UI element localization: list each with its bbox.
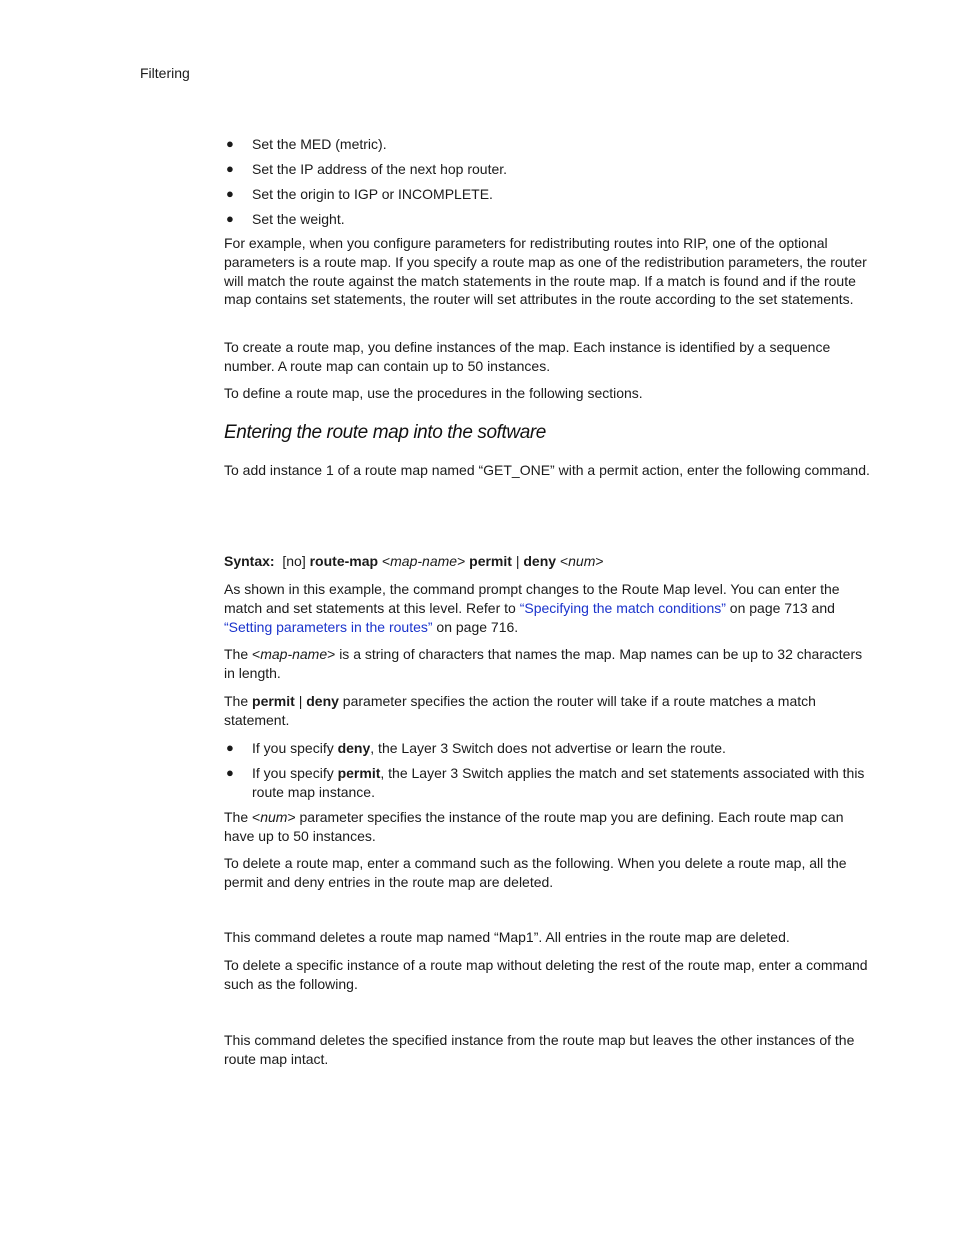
paragraph-create-route-map: To create a route map, you define instances of the map. Each instance is identified by a sequence number. A route map can contain up to 50 instances.	[224, 339, 831, 374]
paragraph-add-instance: To add instance 1 of a route map named “GET_ONE” with a permit action, enter the following command.	[224, 462, 870, 478]
paragraph-map-name: The <map-name> is a string of characters that names the map. Map names can be up to 32 characters in length.	[224, 646, 863, 681]
paragraph-permit-deny: The permit | deny parameter specifies the action the router will take if a route matches a match statement.	[224, 693, 816, 728]
bullet-icon: ●	[226, 765, 234, 780]
section-heading: Entering the route map into the software	[224, 422, 546, 443]
bullet-icon: ●	[226, 740, 234, 755]
bullet-icon: ●	[226, 210, 234, 226]
paragraph-delete-instance: To delete a specific instance of a route map without deleting the rest of the route map, enter a command such as the following.	[224, 957, 868, 992]
bullet-icon: ●	[226, 160, 234, 176]
action-bullet-list	[224, 739, 870, 758]
paragraph-define-route-map: To define a route map, use the procedures in the following sections.	[224, 385, 643, 401]
list-item: ● Set the MED (metric).	[226, 136, 387, 152]
list-item: ● Set the origin to IGP or INCOMPLETE.	[226, 185, 493, 202]
action-bullet-list-2	[224, 764, 870, 802]
top-bullet-list	[224, 135, 870, 235]
page-header-section: Filtering	[140, 65, 190, 81]
list-item: ● Set the weight.	[226, 210, 345, 227]
list-item: ● Set the IP address of the next hop router.	[226, 160, 508, 177]
paragraph-prompt-changes: As shown in this example, the command prompt changes to the Route Map level. You can enter the match and set statements at this level. Refer to “Specifying the match conditions” on page 713 and “Setting parameters in the routes” on page 716.	[224, 581, 840, 635]
paragraph-redistribution: For example, when you configure parameters for redistributing routes into RIP, one of the optional parameters is a route map. If you specify a route map as one of the redistribution parameters, the router will match the route against the match statements in the route map. If a match is found and if the route map contains set statements, the router will set attributes in the route according to the set statements.	[224, 235, 867, 308]
paragraph-delete-route-map: To delete a route map, enter a command such as the following. When you delete a route map, all the permit and deny entries in the route map are deleted.	[224, 855, 847, 890]
paragraph-deletes-instance: This command deletes the specified instance from the route map but leaves the other instances of the route map intact.	[224, 1032, 855, 1067]
bullet-icon: ●	[226, 185, 234, 201]
link-match-conditions[interactable]: “Specifying the match conditions”	[519, 599, 726, 616]
paragraph-num: The <num> parameter specifies the instance of the route map you are defining. Each route map can have up to 50 instances.	[224, 809, 844, 844]
paragraph-deletes-map1: This command deletes a route map named “Map1”. All entries in the route map are deleted.	[224, 929, 790, 945]
bullet-icon: ●	[226, 136, 234, 151]
list-item: ● If you specify deny, the Layer 3 Switch does not advertise or learn the route.	[226, 740, 726, 756]
link-setting-parameters[interactable]: “Setting parameters in the routes”	[224, 618, 433, 635]
syntax-line: Syntax: [no] route-map <map-name> permit | deny <num>	[224, 553, 604, 569]
list-item: ● If you specify permit, the Layer 3 Switch applies the match and set statements associated with this route map instance.	[226, 765, 865, 800]
